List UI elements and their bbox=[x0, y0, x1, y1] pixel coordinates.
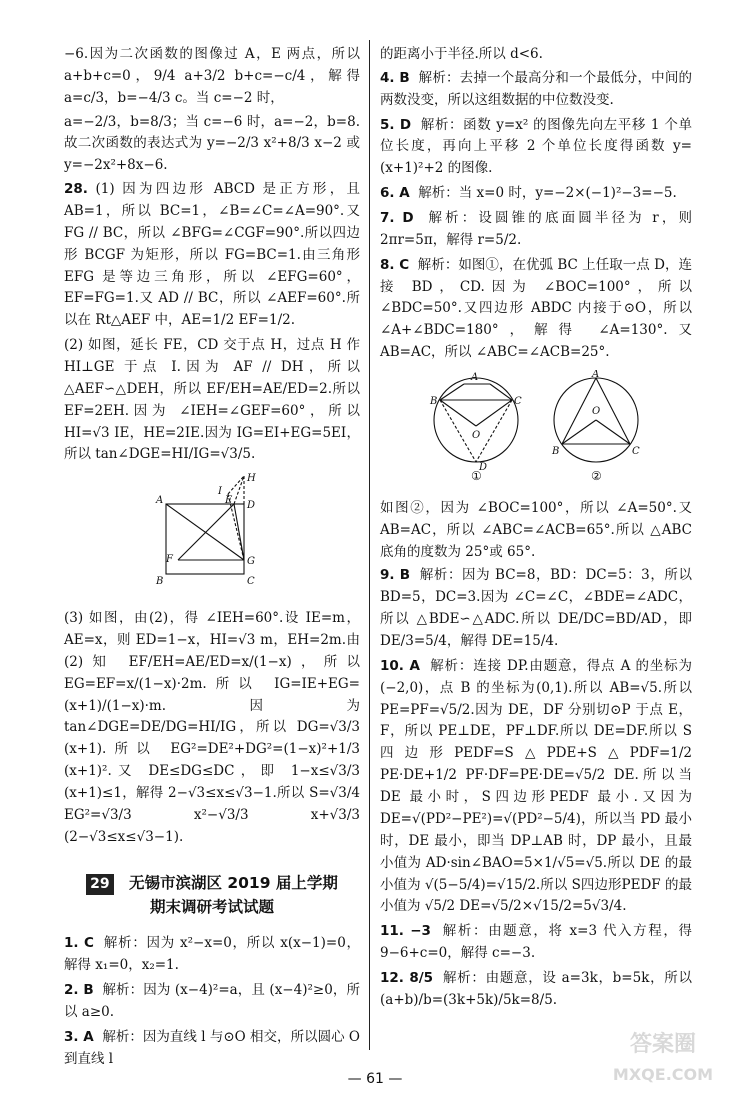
watermark-line1: 答案圈 bbox=[629, 1032, 696, 1057]
question-28-part1: (1) 因为四边形 ABCD 是正方形，且 AB=1，所以 BC=1，∠B=∠C=∠A=90°.又 FG // BC，所以 ∠BFG=∠CGF=90°.所以四边形 BCGF 为矩形，所以 FG=BC=1.由三角形 EFG 是等边三角形，所以 ∠EFG=60°，EF=FG=1.又 AD // BC，所以 ∠AEF=60°.所以在 Rt△AEF 中，AE=1/2 EF=1/2. bbox=[64, 181, 360, 329]
answer-1 bbox=[64, 933, 360, 977]
answer-1-text: 解析：因为 x²−x=0，所以 x(x−1)=0，解得 x₁=0，x₂=1. bbox=[64, 935, 360, 974]
fig2-label-o: O bbox=[592, 406, 601, 418]
label-d: D bbox=[247, 500, 256, 512]
fig2-label-c: C bbox=[632, 446, 640, 458]
q27-continued-1: −6.因为二次函数的图像过 A，E 两点，所以 a+b+c=0，9/4 a+3/2 b+c=−c/4，解得 a=c/3，b=−4/3 c。当 c=−2 时， bbox=[64, 46, 360, 106]
answer-6-number: 6. A bbox=[380, 185, 410, 202]
answer-8-text: 解析：如图①，在优弧 BC 上任取一点 D，连接 BD，CD.因为 ∠BOC=100°，所以 ∠BDC=50°.又四边形 ABDC 内接于⊙O，所以 ∠A+∠BDC=180°，解得 ∠A=130°.又 AB=AC，所以 ∠ABC=∠ACB=25°. bbox=[380, 256, 692, 361]
answer-5 bbox=[380, 115, 692, 181]
answer-12-text: 解析：由题意，设 a=3k，b=5k，所以 (a+b)/b=(3k+5k)/5k=8/5. bbox=[380, 969, 692, 1008]
answer-2-number: 2. B bbox=[64, 982, 94, 999]
answer-3-continued: 的距离小于半径.所以 d<6. bbox=[380, 46, 543, 62]
fig1-label-d: D bbox=[479, 462, 488, 474]
answer-7-number: 7. D bbox=[380, 210, 414, 227]
answer-6-text: 解析：当 x=0 时，y=−2×(−1)²−3=−5. bbox=[418, 185, 677, 202]
answer-4 bbox=[380, 68, 692, 112]
square-figure-svg bbox=[152, 472, 272, 592]
answer-3-text: 解析：因为直线 l 与⊙O 相交，所以圆心 O 到直线 l bbox=[64, 1028, 360, 1067]
answer-5-text: 解析：函数 y=x² 的图像先向左平移 1 个单位长度，再向上平移 2 个单位长度得函数 y=(x+1)²+2 的图像. bbox=[380, 116, 692, 177]
answer-7 bbox=[380, 208, 692, 252]
answer-11-text: 解析：由题意，将 x=3 代入方程，得 9−6+c=0，解得 c=−3. bbox=[380, 923, 692, 962]
right-column bbox=[380, 44, 692, 1015]
answer-11-number: 11. −3 bbox=[380, 923, 431, 940]
answer-4-number: 4. B bbox=[380, 69, 410, 86]
label-g: G bbox=[247, 556, 255, 568]
section-title-line1: 无锡市滨湖区 2019 届上学期 bbox=[128, 873, 338, 892]
circle-figures-svg bbox=[416, 370, 656, 482]
answer-3-number: 3. A bbox=[64, 1028, 94, 1045]
answer-12 bbox=[380, 968, 692, 1012]
answer-11 bbox=[380, 921, 692, 965]
circle-figures bbox=[380, 370, 692, 490]
question-28-part2: (2) 如图，延长 FE，CD 交于点 H，过点 H 作 HI⊥GE 于点 I.因为 AF // DH，所以 △AEF∽△DEH，所以 EF/EH=AE/ED=2.所以 EF=2EH.因为 ∠IEH=∠GEF=60°，所以 HI=√3 IE，HE=2IE.因为 IG=EI+EG=5EI，所以 tan∠DGE=HI/IG=√3/5. bbox=[64, 337, 360, 463]
fig2-label-b: B bbox=[552, 446, 560, 458]
question-28-number: 28. bbox=[64, 181, 88, 198]
left-column bbox=[64, 44, 360, 1074]
square-figure bbox=[64, 472, 360, 600]
answer-6 bbox=[380, 183, 692, 205]
answer-3 bbox=[64, 1027, 360, 1071]
answer-10 bbox=[380, 656, 692, 918]
label-b: B bbox=[156, 576, 164, 588]
answer-2 bbox=[64, 980, 360, 1024]
label-h: H bbox=[247, 473, 256, 485]
section-title-line2: 期末调研考试试题 bbox=[149, 898, 274, 917]
fig1-caption: ① bbox=[471, 469, 482, 483]
answer-7-text: 解析：设圆锥的底面圆半径为 r，则 2πr=5π，解得 r=5/2. bbox=[380, 210, 692, 248]
fig2-label-a: A bbox=[592, 370, 600, 381]
section-badge: 29 bbox=[86, 874, 113, 896]
watermark-logo bbox=[598, 1030, 728, 1096]
column-divider bbox=[369, 40, 370, 1050]
fig1-label-c: C bbox=[514, 396, 522, 408]
answer-10-text: 解析：连接 DP.由题意，得点 A 的坐标为(−2,0)，点 B 的坐标为(0,1).所以 AB=√5.所以 PE=PF=√5/2.因为 DE，DF 分别切⊙P 于点 E，F，所以 PE⊥DE，PF⊥DF.所以 DE=DF.所以 S四边形PEDF=S△PDE+S△PDF=1/2 PE·DE+1/2 PF·DF=PE·DE=√5/2 DE.所以当 DE 最小时，S四边形PEDF 最小.又因为 DE=√(PD²−PE²)=√(PD²−5/4)，所以当 PD 最小时，DE 最小，即当 DP⊥AB 时，DP 最小，且最小值为 AD·sin∠BAO=5×1/√5=√5.所以 DE 的最小值为 √(5−5/4)=√15/2.所以 S四边形PEDF 的最小值为 √5/2 DE=√5/2×√15/2=5√3/4. bbox=[380, 657, 692, 915]
label-a: A bbox=[156, 495, 164, 507]
answer-12-number: 12. 8/5 bbox=[380, 969, 434, 986]
fig1-label-b: B bbox=[430, 396, 438, 408]
question-28-part3: (3) 如图，由(2)，得 ∠IEH=60°.设 IE=m，AE=x，则 ED=1−x，HI=√3 m，EH=2m.由(2)知 EF/EH=AE/ED=x/(1−x)，所以 EG=EF=x/(1−x)·2m.所以 IG=IE+EG=(x+1)/(1−x)·m.因为 tan∠DGE=DE/DG=HI/IG，所以 DG=√3/3 (x+1).所以 EG²=DE²+DG²=(1−x)²+1/3 (x+1)².又 DE≤DG≤DC，即 1−x≤√3/3 (x+1)≤1，解得 2−√3≤x≤√3−1.所以 S=√3/4 EG²=√3/3 x²−√3/3 x+√3/3 (2−√3≤x≤√3−1). bbox=[64, 610, 360, 845]
answer-9 bbox=[380, 565, 692, 652]
answer-9-number: 9. B bbox=[380, 567, 411, 584]
fig1-label-o: O bbox=[472, 430, 481, 442]
question-28 bbox=[64, 179, 360, 332]
label-f: F bbox=[166, 554, 173, 566]
answer-1-number: 1. C bbox=[64, 935, 94, 952]
label-e: E bbox=[225, 495, 233, 507]
fig1-label-a: A bbox=[471, 372, 479, 384]
answer-8-number: 8. C bbox=[380, 256, 410, 273]
answer-8-continued: 如图②，因为 ∠BOC=100°，所以 ∠A=50°.又 AB=AC，所以 ∠ABC=∠ACB=65°.所以 △ABC 底角的度数为 25°或 65°. bbox=[380, 499, 692, 560]
label-i: I bbox=[218, 486, 222, 498]
answer-9-text: 解析：因为 BC=8，BD：DC=5：3，所以 BD=5，DC=3.因为 ∠C=∠C，∠BDE=∠ADC，所以 △BDE∽△ADC.所以 DE/DC=BD/AD，即 DE/3=5/4，解得 DE=15/4. bbox=[380, 567, 692, 650]
answer-2-text: 解析：因为 (x−4)²=a，且 (x−4)²≥0，所以 a≥0. bbox=[64, 982, 360, 1020]
fig2-caption: ② bbox=[591, 469, 602, 483]
label-c: C bbox=[247, 576, 255, 588]
q27-continued-2: a=−2/3，b=8/3；当 c=−6 时，a=−2，b=8.故二次函数的表达式为 y=−2/3 x²+8/3 x−2 或 y=−2x²+8x−6. bbox=[64, 113, 360, 174]
page-number: — 61 — bbox=[347, 1071, 403, 1087]
watermark-line2: MXQE.COM bbox=[612, 1065, 714, 1084]
answer-10-number: 10. A bbox=[380, 657, 420, 674]
answer-8 bbox=[380, 255, 692, 364]
answer-5-number: 5. D bbox=[380, 116, 412, 133]
answer-4-text: 解析：去掉一个最高分和一个最低分，中间的两数没变，所以这组数据的中位数没变. bbox=[380, 69, 693, 108]
section-29-title bbox=[64, 871, 360, 920]
